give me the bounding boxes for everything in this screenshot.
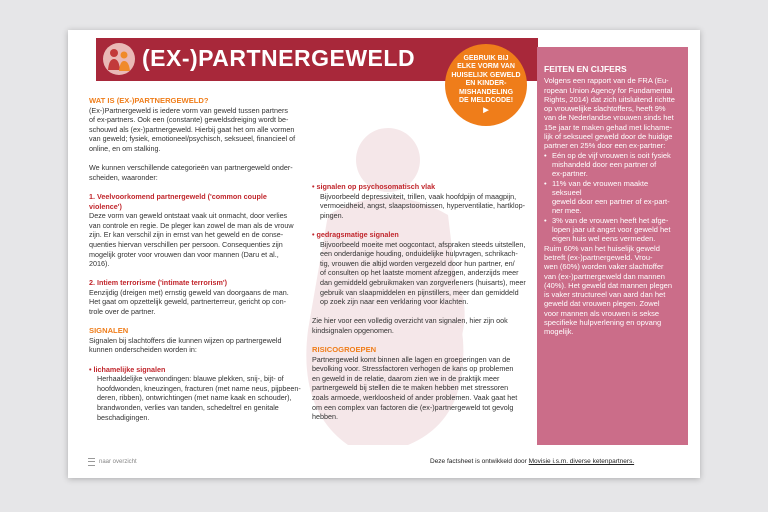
text-line: lopen jaar uit angst voor geweld het (552, 225, 671, 235)
bullet-icon: • (544, 178, 547, 188)
text-line: mogelijk. (544, 327, 574, 337)
text-line: geweld dat vrouwen plegen. Zowel (544, 299, 660, 309)
text-line: van de Nederlandse vrouwen sinds het (544, 113, 674, 123)
main-column-left (89, 96, 301, 422)
text-line: zijn. Er kan verschil zijn in ernst van het geweld en de conse- (89, 230, 284, 240)
subheading-common-couple-violence: 1. Veelvoorkomend partnergeweld ('common couple violence') (89, 191, 267, 211)
play-arrow-icon: ▶ (483, 106, 489, 114)
text-line: (40%). Het geweld dat mannen plegen (544, 280, 672, 290)
section-heading-signalen: SIGNALEN (89, 326, 129, 336)
text-line: Eén op de vijf vrouwen is ooit fysiek (552, 150, 671, 160)
subheading-intimate-terrorism: 2. Intiem terrorisme ('intimate terrorism') (89, 278, 228, 288)
factsheet-page (68, 30, 700, 478)
text-line: een onderdanige houding, onduidelijke hulpvragen, schrikach- (320, 249, 518, 259)
text-line: ropean Union Agency for Fundamental (544, 85, 673, 95)
text-line: 3% van de vrouwen heeft het afge- (552, 215, 669, 225)
text-line: (Ex-)Partnergeweld is iedere vorm van geweld tussen partners (89, 105, 288, 115)
footer-credit (430, 458, 634, 465)
back-to-overview-label: naar overzicht (99, 459, 137, 465)
paragraph-risicogroepen (312, 355, 532, 422)
bullet-icon: • (544, 215, 547, 225)
text-line: partner en 25% door een ex-partner: (544, 141, 666, 151)
text-line: hoofdwonden, kneuzingen, fracturen (met name neus, pijpbeen- (97, 383, 301, 393)
badge-line: HUISELIJK GEWELD (451, 71, 521, 79)
paragraph-categories (89, 163, 301, 182)
couple-logo-icon (102, 42, 136, 76)
text-line: of ex-partners. Ook een (constante) geweldsdreiging wordt be- (89, 115, 289, 125)
sidebar-intro (544, 76, 677, 150)
text-line: Signalen bij slachtoffers die kunnen wijzen op partnergeweld (89, 335, 282, 345)
badge-line: ELKE VORM VAN (457, 63, 515, 71)
text-line: Rights, 2014) dat zich uitsluitend richtte (544, 94, 675, 104)
text-line: bevolking voor. Stressfactoren verhogen de kans op problemen (312, 364, 514, 374)
sidebar-fact-list (544, 151, 677, 244)
menu-icon (88, 458, 95, 466)
list-item (544, 216, 677, 244)
paragraph-psychosomatisch (312, 192, 532, 221)
paragraph-category-2 (89, 288, 301, 317)
text-line: partnergeweld bij stellen die te maken hebben met stressoren (312, 383, 509, 393)
paragraph-signalen-overzicht (312, 316, 532, 335)
text-line: brandwonden, verlies van tanden, schedeltrel en genitale (97, 403, 279, 412)
text-line: gebruik van slaapmiddelen en pijnstillers, meer dan gemiddeld (320, 287, 519, 297)
text-line: pingen. (320, 210, 344, 220)
text-line: eigen huis wel eens vermeden. (552, 234, 656, 244)
text-line: 11% van de vrouwen maakte seksueel (552, 178, 649, 197)
list-item (544, 151, 677, 179)
footer-credit-text: Deze factsheet is ontwikkeld door (430, 458, 529, 465)
subheading-gedragsmatig: • gedragsmatige signalen (312, 229, 399, 239)
badge-line: EN KINDER- (465, 80, 507, 88)
text-line: mishandeld door een partner of (552, 159, 657, 169)
text-line: Volgens een rapport van de FRA (Eu- (544, 76, 669, 86)
paragraph-lichamelijke (89, 374, 301, 422)
text-line: trole over de partner. (89, 307, 156, 317)
text-line: geweld door een partner of ex-part- (552, 197, 670, 207)
text-line: ner mee. (552, 206, 582, 216)
text-line: quenties hiervan verschillen per persoon. Consequenties zijn (89, 239, 283, 249)
text-line: ex-partner. (552, 169, 588, 179)
badge-line: DE MELDCODE! (458, 97, 514, 105)
text-line: deren, ribben), ontwrichtingen (met name kaak en schouder), (97, 393, 292, 403)
paragraph-signalen (89, 336, 301, 355)
main-column-right (312, 182, 532, 422)
text-line: Partnergeweld komt binnen alle lagen en groeperingen van de (312, 354, 511, 364)
section-heading-wat-is: WAT IS (EX-)PARTNERGEWELD? (89, 96, 209, 105)
text-line: om een complex van factoren die (ex-)partnergeweld tot gevolg (312, 402, 514, 412)
text-line: mogelijk groter voor vrouwen dan voor mannen (Daru et al., (89, 249, 279, 259)
sidebar-title: FEITEN EN CIJFERS (544, 64, 627, 74)
text-line: betreft (ex-)partnergeweld. Vrou- (544, 252, 653, 262)
text-line: of consulten op het laatste moment afzeggen, anderzijds meer (320, 268, 519, 278)
paragraph-category-1 (89, 211, 301, 269)
text-line: wen (60%) worden vaker slachtoffer (544, 262, 664, 272)
text-line: lijk of seksueel geweld door de huidige (544, 132, 673, 142)
text-line: van (ex-)partnergeweld dan mannen (544, 271, 665, 281)
text-line: voor mannen als vrouwen is sekse (544, 308, 660, 318)
text-line: op vrouwelijke slachtoffers, heeft 9% (544, 104, 666, 114)
badge-line: GEBRUIK BIJ (463, 54, 509, 62)
text-line: en geweld in de relatie, daarom zien we in de praktijk meer (312, 373, 500, 383)
text-line: zoals armoede, werkloosheid of ander problemen. Vaak gaat het (312, 393, 518, 403)
meldcode-badge[interactable] (445, 44, 527, 126)
text-line: op zoek zijn naar een verklaring voor klachten. (320, 297, 469, 307)
text-line: 15e jaar te maken gehad met lichame- (544, 122, 672, 132)
section-heading-risicogroepen: RISICOGROEPEN (312, 345, 377, 355)
text-line: kindsignalen opgenomen. (312, 325, 394, 335)
text-line: Zie hier voor een volledig overzicht van signalen, hier zijn ook (312, 316, 508, 326)
subheading-psychosomatisch: • signalen op psychosomatisch vlak (312, 182, 436, 191)
text-line: vermoeidheid, angst, slaapstoornissen, hyperventilatie, hartklop- (320, 201, 525, 211)
list-item (544, 179, 677, 216)
text-line: Bijvoorbeeld depressiviteit, trillen, vaak hoofdpijn of maagpijn, (320, 191, 517, 201)
text-line: Ruim 60% van het huiselijk geweld (544, 243, 660, 253)
back-to-overview-link[interactable] (88, 458, 137, 466)
text-line: specifieke hulpverlening en opvang (544, 318, 662, 328)
text-line: hebben. (312, 412, 338, 422)
text-line: dan gemiddeld gebruikmaken van zorgverleners (huisarts), meer (320, 277, 526, 287)
text-line: Bijvoorbeeld moeite met oogcontact, afspraken steeds uitstellen, (320, 239, 526, 249)
text-line: Deze vorm van geweld ontstaat vaak uit onmacht, door verlies (89, 211, 288, 221)
text-line: Herhaaldelijke verwondingen: blauwe plekken, snij-, bijt- of (97, 374, 284, 384)
text-line: van geweld; fysiek, emotioneel/psychisch, seksueel, financieel of (89, 134, 296, 144)
text-line: kunnen onderscheiden worden in: (89, 345, 197, 355)
paragraph-definition (89, 106, 301, 154)
text-line: Het gaat om opzettelijk geweld, partnerterreur, gericht op con- (89, 297, 286, 307)
text-line: van controle en regie. De pleger kan zowel de man als de vrouw (89, 220, 294, 230)
paragraph-gedragsmatig (312, 240, 532, 307)
sidebar-outro (544, 244, 677, 337)
text-line: beschadigingen. (97, 412, 150, 422)
facts-sidebar (537, 47, 688, 445)
text-line: online, en om stalking. (89, 143, 161, 153)
subheading-lichamelijke-signalen: • lichamelijke signalen (89, 364, 166, 374)
page-title: (EX-)PARTNERGEWELD (142, 45, 416, 71)
text-line: scheiden, waaronder: (89, 172, 158, 182)
bullet-icon: • (544, 150, 547, 160)
text-line: schouwd als (ex-)partnergeweld. Hierbij gaat het om alle vormen (89, 124, 295, 134)
text-line: Eenzijdig (dreigen met) ernstig geweld van doorgaans de man. (89, 287, 289, 297)
text-line: 2016). (89, 259, 110, 269)
text-line: We kunnen verschillende categorieën van partnergeweld onder- (89, 163, 293, 173)
text-line: is vaker structureel van aard dan het (544, 290, 666, 300)
movisie-link[interactable]: Movisie i.s.m. diverse ketenpartners. (528, 458, 635, 465)
badge-line: MISHANDELING (458, 88, 514, 96)
text-line: tig, vrouwen die altijd worden vergezeld door hun partner, en/ (320, 258, 515, 268)
